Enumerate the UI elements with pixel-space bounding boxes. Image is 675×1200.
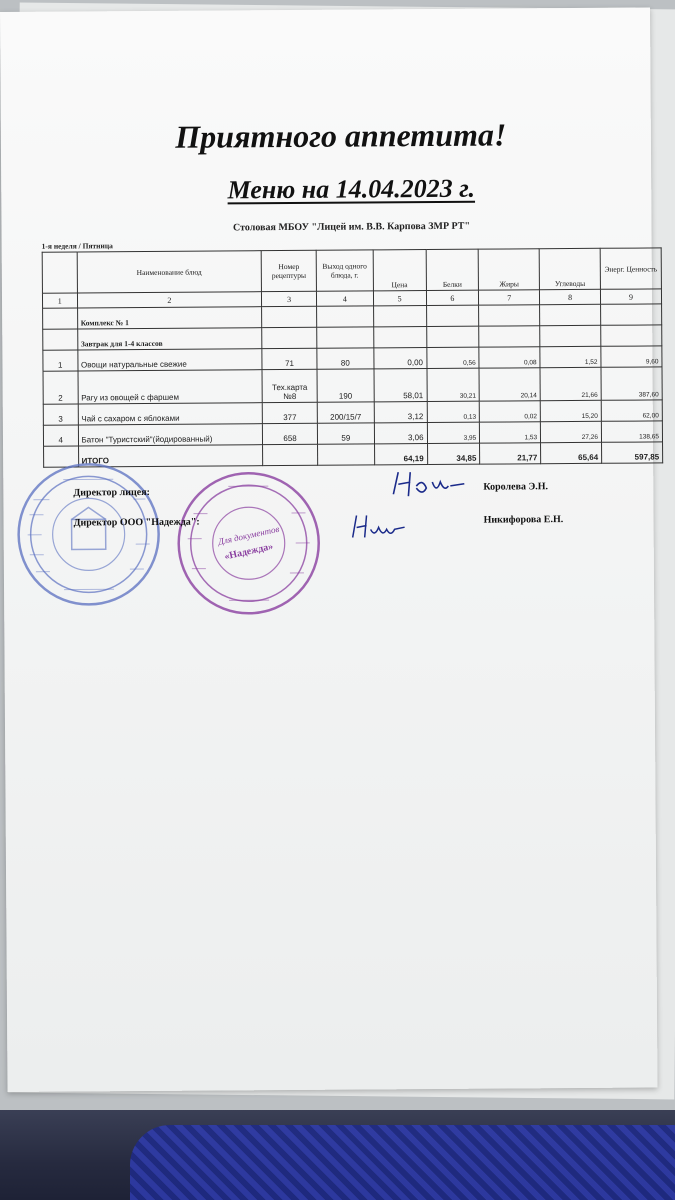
row-number: 4 [43,425,78,446]
table-row [43,367,662,404]
recipe-number: 71 [262,348,317,369]
column-number: 4 [316,291,373,306]
signature-icon [348,509,408,543]
dish-carbs: 21,66 [540,367,601,400]
dish-yield: 59 [317,423,374,444]
total-carbs: 65,64 [541,442,602,463]
row-number: 1 [43,350,78,371]
total-fat: 21,77 [480,443,541,464]
dish-yield: 200/15/7 [317,402,374,423]
column-number: 7 [479,290,540,305]
header-cell: Энерг. Ценность [600,248,661,289]
dish-name: Рагу из овощей с фаршем [78,370,263,404]
recipe-number: 377 [262,402,317,423]
signature-icon [388,464,468,505]
dish-fat: 1,53 [480,422,541,443]
recipe-number: Тех.карта №8 [262,369,317,402]
dish-energy: 62,00 [601,400,662,421]
dish-fat: 0,02 [480,401,541,422]
complex-label: Комплекс № 1 [77,307,262,329]
header-cell: Выход одного блюда, г. [316,250,373,291]
dish-fat: 20,14 [479,368,540,401]
document-title: Приятного аппетита! [175,116,507,155]
stamp-name-text: «Надежда» [223,541,275,563]
column-number: 8 [540,289,601,304]
company-stamp-icon [173,468,324,619]
document-subtitle: Меню на 14.04.2023 г. [227,173,476,205]
menu-sheet [0,7,658,1092]
dish-protein: 0,13 [427,401,480,422]
header-cell: Углеводы [539,248,600,289]
dish-fat: 0,08 [479,347,540,368]
column-number: 3 [262,291,317,306]
header-cell: Номер рецептуры [261,250,316,291]
row-number: 2 [43,371,78,404]
dish-yield: 190 [317,369,374,402]
total-price: 64,19 [374,444,427,465]
table-header-row [42,248,661,293]
dish-price: 3,06 [374,423,427,444]
header-cell: Цена [373,250,426,291]
dish-name: Батон "Туристский"(йодированный) [78,424,263,446]
dish-yield: 80 [317,348,374,369]
director-lyceum-name: Королева Э.Н. [483,481,549,493]
column-number: 9 [600,289,661,304]
dish-price: 0,00 [374,348,427,369]
dish-protein: 30,21 [427,368,480,401]
dish-price: 58,01 [374,369,427,402]
director-lyceum-label: Директор лицея: [73,486,150,499]
dish-name: Овощи натуральные свежие [77,349,262,371]
director-company-name: Никифорова Е.Н. [483,514,564,526]
header-cell: Наименование блюд [77,251,262,293]
total-label: ИТОГО [78,445,263,467]
dish-price: 3,12 [374,402,427,423]
dish-name: Чай с сахаром с яблоками [78,403,263,425]
recipe-number: 658 [263,423,318,444]
dish-energy: 9,60 [601,346,662,367]
column-number: 6 [426,290,479,305]
dish-energy: 138,65 [601,421,662,442]
header-cell [42,252,77,293]
dish-protein: 3,95 [427,422,480,443]
header-cell: Белки [426,249,479,290]
column-number: 1 [42,293,77,308]
column-number: 2 [77,292,262,308]
total-protein: 34,85 [427,443,480,464]
section-label: Завтрак для 1-4 классов [77,328,262,350]
dish-protein: 0,56 [426,347,479,368]
director-company-label: Директор ООО "Надежда": [73,516,200,529]
stamp-center-text: Для документов [217,523,281,547]
organization-name: Столовая МБОУ "Лицей им. В.В. Карпова ЗМР РТ" [232,220,471,234]
column-number: 5 [373,291,426,306]
week-label: 1-я неделя / Пятница [41,241,113,251]
total-energy: 597,85 [602,442,663,463]
dish-carbs: 27,26 [541,421,602,442]
blue-fabric [130,1125,675,1200]
dish-carbs: 15,20 [540,400,601,421]
menu-table [42,247,663,467]
lyceum-stamp-icon [13,459,164,610]
dish-energy: 387,60 [601,367,662,400]
header-cell: Жиры [478,249,539,290]
dish-carbs: 1,52 [540,346,601,367]
row-number: 3 [43,404,78,425]
